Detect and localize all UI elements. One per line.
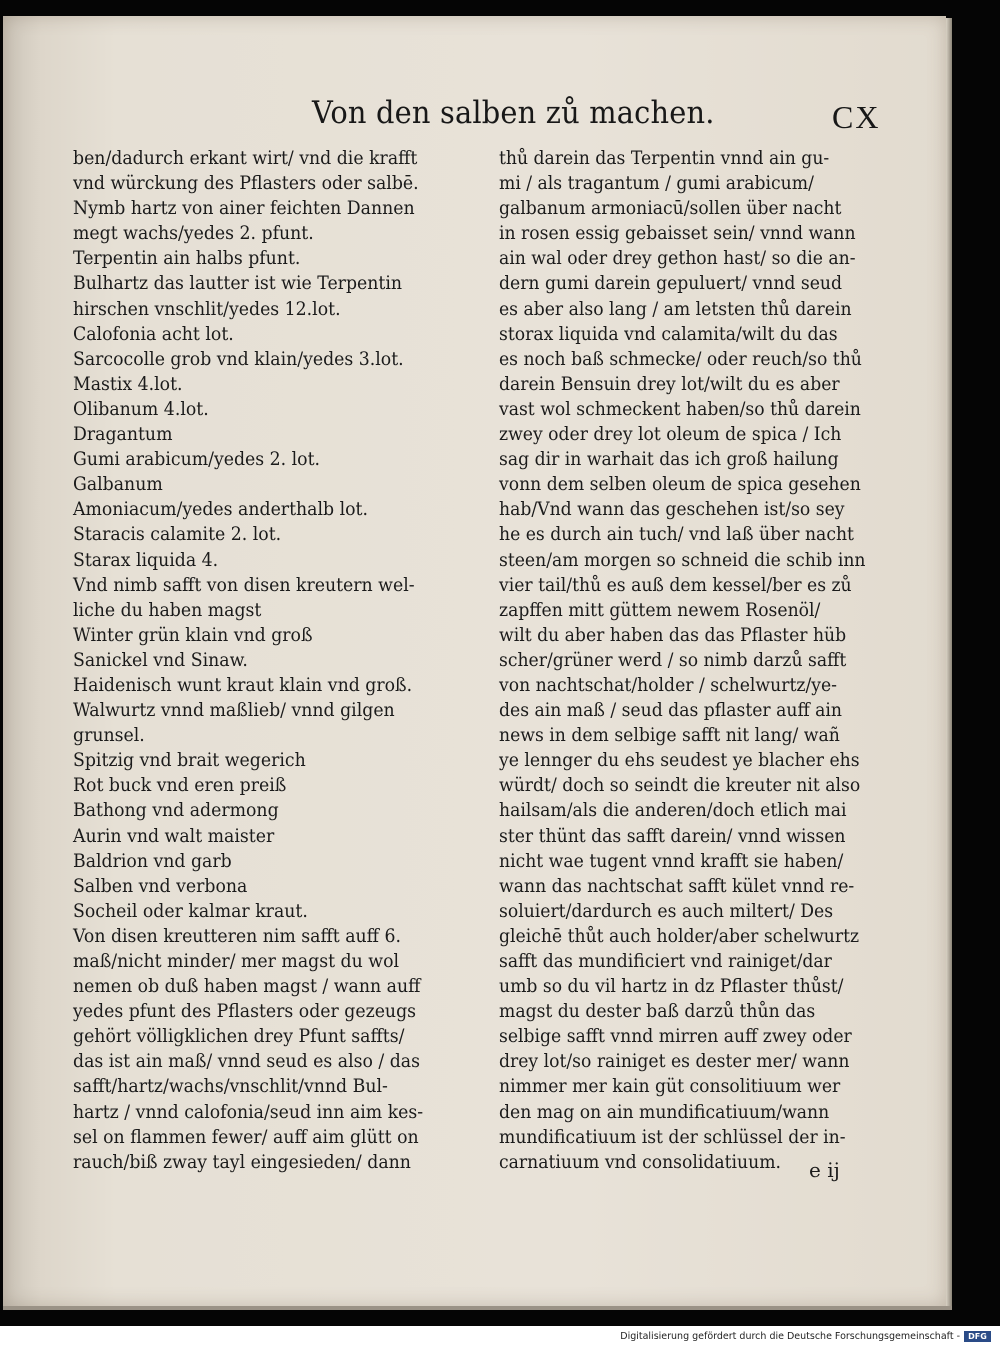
text-line: es noch baß schmecke/ oder reuch/so thů: [499, 348, 862, 370]
text-line: Aurin vnd walt maister: [73, 825, 275, 847]
text-line: Salben vnd verbona: [73, 875, 248, 897]
text-line: von nachtschat/holder / schelwurtz/ye-: [499, 674, 837, 696]
text-line: yedes pfunt des Pflasters oder gezeugs: [73, 1001, 417, 1023]
text-line: drey lot/so rainiget es dester mer/ wann: [499, 1051, 850, 1073]
dfg-logo: DFG: [964, 1331, 991, 1342]
text-line: steen/am morgen so schneid die schib inn: [499, 549, 866, 571]
text-line: liche du haben magst: [73, 599, 262, 621]
text-line: Spitzig vnd brait wegerich: [73, 750, 306, 772]
text-line: Haidenisch wunt kraut klain vnd groß.: [73, 674, 413, 696]
text-line: das ist ain maß/ vnnd seud es also / das: [73, 1051, 420, 1073]
text-line: soluiert/dardurch es auch miltert/ Des: [499, 900, 834, 922]
text-line: sel on flammen fewer/ auff aim glütt on: [73, 1126, 419, 1148]
text-line: rauch/biß zway tayl eingesieden/ dann: [73, 1151, 411, 1173]
text-line: hab/Vnd wann das geschehen ist/so sey: [499, 499, 845, 521]
right-text-column: [499, 146, 865, 1175]
text-line: Staracis calamite 2. lot.: [73, 524, 282, 546]
text-line: mi / als tragantum / gumi arabicum/: [499, 173, 814, 195]
folio-number: CX: [832, 99, 881, 135]
text-line: Rot buck vnd eren preiß: [73, 775, 287, 797]
text-line: wann das nachtschat safft kület vnnd re-: [499, 875, 855, 897]
text-line: nemen ob duß haben magst / wann auff: [73, 976, 421, 998]
text-line: mundificatiuum ist der schlüssel der in-: [499, 1126, 846, 1148]
text-line: in rosen essig gebaisset sein/ vnnd wann: [499, 223, 856, 245]
text-line: vnd würckung des Pflasters oder salbē.: [73, 173, 419, 195]
text-line: Starax liquida 4.: [73, 549, 219, 571]
text-line: hailsam/als die anderen/doch etlich mai: [499, 800, 847, 822]
text-line: vast wol schmeckent haben/so thů darein: [499, 398, 861, 420]
text-line: hartz / vnnd calofonia/seud inn aim kes-: [73, 1101, 424, 1123]
signature-mark: e ij: [809, 1158, 840, 1182]
running-head: Von den salben zů machen.: [312, 95, 715, 131]
text-line: ye lennger du ehs seudest ye blacher ehs: [499, 750, 860, 772]
text-line: Nymb hartz von ainer feichten Dannen: [73, 198, 415, 220]
text-line: Socheil oder kalmar kraut.: [73, 900, 308, 922]
text-line: zapffen mitt güttem newem Rosenöl/: [499, 599, 821, 621]
text-line: Baldrion vnd garb: [73, 850, 232, 872]
left-text-column: [73, 146, 423, 1175]
text-line: gehört völligklichen drey Pfunt saffts/: [73, 1026, 405, 1048]
text-line: zwey oder drey lot oleum de spica / Ich: [499, 424, 842, 446]
text-line: galbanum armoniacū/sollen über nacht: [499, 198, 842, 220]
text-line: vonn dem selben oleum de spica gesehen: [499, 474, 861, 496]
text-line: he es durch ain tuch/ vnd laß über nacht: [499, 524, 854, 546]
text-line: Von disen kreutteren nim safft auff 6.: [73, 925, 401, 947]
text-line: carnatiuum vnd consolidatiuum.: [499, 1151, 782, 1173]
text-line: vier tail/thů es auß dem kessel/ber es zů: [499, 574, 852, 596]
text-line: den mag on ain mundificatiuum/wann: [499, 1101, 830, 1123]
text-line: umb so du vil hartz in dz Pflaster thůst/: [499, 976, 844, 998]
text-line: Amoniacum/yedes anderthalb lot.: [73, 499, 368, 521]
text-line: Sarcocolle grob vnd klain/yedes 3.lot.: [73, 348, 404, 370]
text-line: Mastix 4.lot.: [73, 373, 183, 395]
text-line: selbige safft vnnd mirren auff zwey oder: [499, 1026, 852, 1048]
text-line: Walwurtz vnnd maßlieb/ vnnd gilgen: [73, 700, 395, 722]
text-line: nicht wae tugent vnnd krafft sie haben/: [499, 850, 844, 872]
text-line: Calofonia acht lot.: [73, 323, 234, 345]
text-line: wilt du aber haben das das Pflaster hüb: [499, 624, 847, 646]
text-line: Sanickel vnd Sinaw.: [73, 649, 248, 671]
text-line: hirschen vnschlit/yedes 12.lot.: [73, 298, 341, 320]
text-line: ben/dadurch erkant wirt/ vnd die krafft: [73, 148, 418, 169]
text-line: Galbanum: [73, 474, 163, 496]
text-line: safft/hartz/wachs/vnschlit/vnnd Bul-: [73, 1076, 388, 1098]
text-line: Winter grün klain vnd groß: [73, 624, 313, 646]
text-line: gleichē thůt auch holder/aber schelwurtz: [499, 925, 860, 947]
text-line: nimmer mer kain güt consolitiuum wer: [499, 1076, 841, 1098]
text-line: darein Bensuin drey lot/wilt du es aber: [499, 373, 840, 395]
text-line: news in dem selbige safft nit lang/ wañ: [499, 725, 840, 747]
text-line: Bathong vnd adermong: [73, 800, 279, 822]
text-line: safft das mundificiert vnd rainiget/dar: [499, 951, 832, 972]
text-line: dern gumi darein gepuluert/ vnnd seud: [499, 273, 843, 295]
page-edge-right: [946, 18, 952, 1306]
text-line: Gumi arabicum/yedes 2. lot.: [73, 449, 321, 471]
text-line: es aber also lang / am letsten thů darein: [499, 298, 852, 320]
text-line: maß/nicht minder/ mer magst du wol: [73, 951, 400, 972]
text-line: magst du dester baß darzů thůn das: [499, 1001, 816, 1023]
text-line: Vnd nimb safft von disen kreutern wel-: [73, 574, 415, 596]
text-line: sag dir in warhait das ich groß hailung: [499, 449, 839, 471]
funding-credit: Digitalisierung gefördert durch die Deutsche Forschungsgemeinschaft -: [620, 1331, 960, 1342]
page-edge-bottom: [3, 1306, 952, 1310]
text-line: Terpentin ain halbs pfunt.: [73, 248, 301, 270]
text-line: thů darein das Terpentin vnnd ain gu-: [499, 148, 830, 169]
text-line: würdt/ doch so seindt die kreuter nit also: [499, 775, 861, 797]
text-line: grunsel.: [73, 725, 145, 747]
text-line: megt wachs/yedes 2. pfunt.: [73, 223, 314, 245]
text-line: Dragantum: [73, 424, 173, 446]
text-line: Olibanum 4.lot.: [73, 398, 209, 420]
text-line: ain wal oder drey gethon hast/ so die an-: [499, 248, 856, 270]
text-line: des ain maß / seud das pflaster auff ain: [499, 700, 842, 722]
text-line: Bulhartz das lautter ist wie Terpentin: [73, 273, 403, 295]
text-line: storax liquida vnd calamita/wilt du das: [499, 323, 838, 345]
text-line: ster thünt das safft darein/ vnnd wissen: [499, 825, 846, 847]
text-line: scher/grüner werd / so nimb darzů safft: [499, 649, 847, 671]
